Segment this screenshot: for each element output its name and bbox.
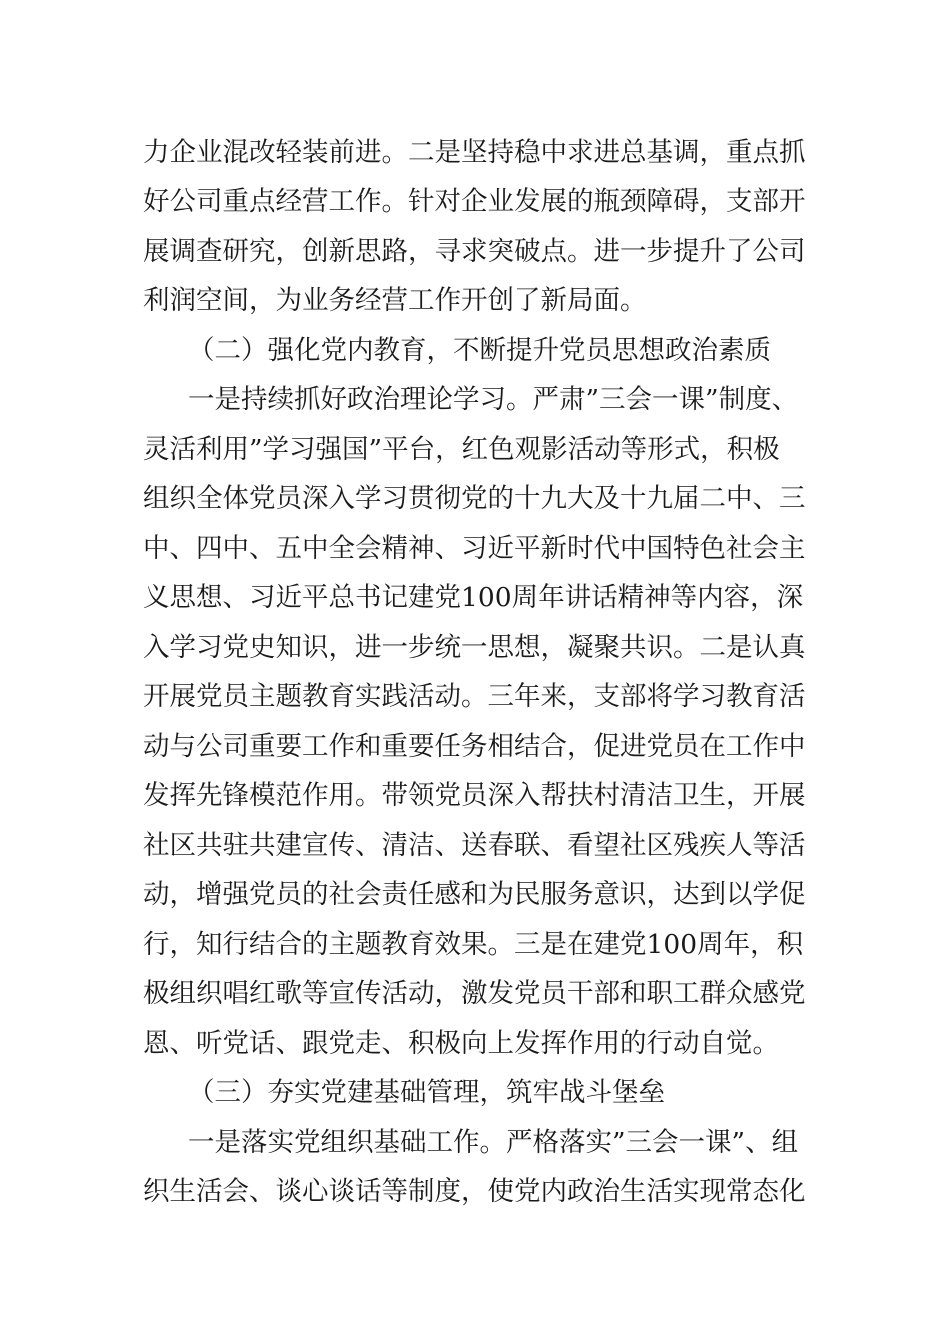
text-line: 中、四中、五中全会精神、习近平新时代中国特色社会主 (143, 533, 806, 564)
text-line: 好公司重点经营工作。针对企业发展的瓶颈障碍，支部开 (143, 186, 806, 217)
text-line: 动，增强党员的社会责任感和为民服务意识，达到以学促 (143, 879, 806, 910)
text-line: 社区共驻共建宣传、清洁、送春联、看望社区残疾人等活 (143, 830, 806, 861)
text-line: 力企业混改轻装前进。二是坚持稳中求进总基调，重点抓 (143, 137, 806, 168)
section-heading: （二）强化党内教育，不断提升党员思想政治素质 (188, 335, 771, 366)
text-line: 组织全体党员深入学习贯彻党的十九大及十九届二中、三 (143, 483, 806, 514)
text-line: 开展党员主题教育实践活动。三年来，支部将学习教育活 (143, 681, 806, 712)
text-line: 义思想、习近平总书记建党100周年讲话精神等内容，深 (143, 582, 804, 613)
text-line: 灵活利用”学习强国”平台，红色观影活动等形式，积极 (143, 434, 780, 465)
text-line: 利润空间，为业务经营工作开创了新局面。 (143, 285, 647, 316)
section-heading: （三）夯实党建基础管理，筑牢战斗堡垒 (188, 1077, 665, 1108)
text-line: 织生活会、谈心谈话等制度，使党内政治生活实现常态化 (143, 1176, 806, 1207)
text-line: 展调查研究，创新思路，寻求突破点。进一步提升了公司 (143, 236, 806, 267)
text-line: 一是落实党组织基础工作。严格落实”三会一课”、组 (188, 1127, 799, 1158)
text-line: 行，知行结合的主题教育效果。三是在建党100周年，积 (143, 929, 804, 960)
text-line: 动与公司重要工作和重要任务相结合，促进党员在工作中 (143, 731, 806, 762)
text-line: 极组织唱红歌等宣传活动，激发党员干部和职工群众感党 (143, 978, 806, 1009)
text-line: 入学习党史知识，进一步统一思想，凝聚共识。二是认真 (143, 632, 806, 663)
text-line: 一是持续抓好政治理论学习。严肃”三会一课”制度、 (188, 384, 799, 415)
text-line: 发挥先锋模范作用。带领党员深入帮扶村清洁卫生，开展 (143, 780, 806, 811)
text-line: 恩、听党话、跟党走、积极向上发挥作用的行动自觉。 (143, 1028, 779, 1059)
